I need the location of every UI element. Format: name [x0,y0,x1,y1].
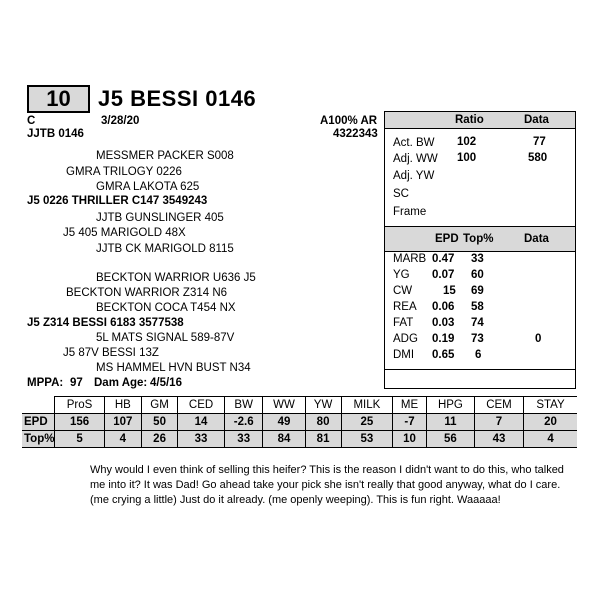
carcass-top: 60 [471,269,484,281]
epd-col-header: HB [104,397,141,414]
epd-table [22,396,577,448]
epd-header-row [22,397,577,414]
pedigree-sds: JJTB GUNSLINGER 405 [96,212,224,224]
top-percent-row [22,431,577,448]
data-header-2: Data [524,233,549,245]
perf-label: SC [393,188,409,200]
carcass-epd: 15 [443,285,456,297]
perf-data: 580 [528,152,548,164]
pedigree-dss: BECKTON WARRIOR U636 J5 [96,272,256,284]
lot-number: 10 [27,85,90,113]
carcass-label: FAT [393,317,414,329]
top-value: 4 [524,431,577,448]
top-value: 43 [474,431,523,448]
epd-col-header: MILK [341,397,393,414]
registration-type: A100% AR [320,115,378,127]
carcass-epd: 0.07 [432,269,455,281]
sale-comment: Why would I even think of selling this heifer? This is the reason I didn't want to do this, who talked me into it? It was Dad! Go ahead take your pick she isn't really that good anyway, what do I care. (me crying a little) Just do it already. (me openly weeping). This is fun right. Waaaaa! [90,464,564,506]
perf-label: Act. BW [393,137,435,149]
pedigree-dds: 5L MATS SIGNAL 589-87V [96,332,235,344]
epd-col-header: ME [393,397,427,414]
epd-col-header: ProS [55,397,104,414]
epd-row-label: EPD [22,414,55,431]
epd-value: 11 [426,414,474,431]
top-value: 33 [178,431,225,448]
carcass-label: REA [393,301,417,313]
epd-value: 49 [263,414,305,431]
top-value: 81 [305,431,341,448]
carcass-label: ADG [393,333,418,345]
top-header: Top% [463,233,494,245]
carcass-epd: 0.06 [432,301,455,313]
carcass-top: 58 [471,301,484,313]
carcass-label: MARB [393,253,427,265]
ratio-header: Ratio [455,114,484,126]
epd-value: 80 [305,414,341,431]
animal-name: J5 BESSI 0146 [98,86,257,111]
carcass-top: 33 [471,253,484,265]
perf-label: Adj. YW [393,170,435,182]
epd-value: -2.6 [224,414,263,431]
pedigree-ds: BECKTON WARRIOR Z314 N6 [66,287,228,299]
top-value: 10 [393,431,427,448]
performance-panel [384,111,576,389]
pedigree-dam: J5 Z314 BESSI 6183 3577538 [27,317,184,329]
epd-value: 107 [104,414,141,431]
epd-value: 7 [474,414,523,431]
birth-date: 3/28/20 [101,115,140,127]
carcass-epd: 0.65 [432,349,455,361]
pedigree-sdd: JJTB CK MARIGOLD 8115 [96,243,234,255]
epd-value: 156 [55,414,104,431]
category: C [27,115,36,127]
top-value: 4 [104,431,141,448]
epd-value: 25 [341,414,393,431]
top-value: 84 [263,431,305,448]
mppa-value: 97 [70,377,83,389]
carcass-epd: 0.03 [432,317,455,329]
epd-col-header: HPG [426,397,474,414]
epd-value: -7 [393,414,427,431]
carcass-data: 0 [535,333,542,345]
top-value: 53 [341,431,393,448]
top-value: 56 [426,431,474,448]
epd-col-header: CED [178,397,225,414]
tattoo: JJTB 0146 [27,128,84,140]
perf-data: 77 [533,136,546,148]
epd-header: EPD [435,233,459,245]
epd-col-header: BW [224,397,263,414]
pedigree-ddd: MS HAMMEL HVN BUST N34 [96,362,251,374]
perf-ratio: 100 [457,152,477,164]
perf-ratio: 102 [457,136,477,148]
epd-col-header: CEM [474,397,523,414]
top-value: 5 [55,431,104,448]
perf-label: Adj. WW [393,153,438,165]
epd-value: 50 [142,414,178,431]
pedigree-ss: GMRA TRILOGY 0226 [66,166,182,178]
carcass-top: 69 [471,285,484,297]
carcass-top: 6 [475,349,482,361]
pedigree-sire: J5 0226 THRILLER C147 3549243 [27,195,208,207]
pedigree-ssd: GMRA LAKOTA 625 [96,181,200,193]
top-value: 33 [224,431,263,448]
dam-age-label: Dam Age: [94,377,148,389]
carcass-label: CW [393,285,413,297]
carcass-top: 73 [471,333,484,345]
epd-col-header: WW [263,397,305,414]
epd-col-header: YW [305,397,341,414]
registration-number: 4322343 [333,128,378,140]
dam-age-value: 4/5/16 [150,377,182,389]
carcass-label: YG [393,269,410,281]
pedigree-sd: J5 405 MARIGOLD 48X [63,227,186,239]
epd-col-header: STAY [524,397,577,414]
carcass-top: 74 [471,317,484,329]
mppa-label: MPPA: [27,377,64,389]
top-value: 26 [142,431,178,448]
pedigree-dd: J5 87V BESSI 13Z [63,347,159,359]
carcass-epd: 0.47 [432,253,455,265]
data-header: Data [524,114,549,126]
pedigree-dsd: BECKTON COCA T454 NX [96,302,236,314]
epd-value: 20 [524,414,577,431]
epd-value-row [22,414,577,431]
top-row-label: Top% [22,431,55,448]
epd-col-header: GM [142,397,178,414]
pedigree-sss: MESSMER PACKER S008 [96,150,234,162]
carcass-label: DMI [393,349,415,361]
perf-label: Frame [393,206,427,218]
carcass-epd: 0.19 [432,333,455,345]
epd-value: 14 [178,414,225,431]
